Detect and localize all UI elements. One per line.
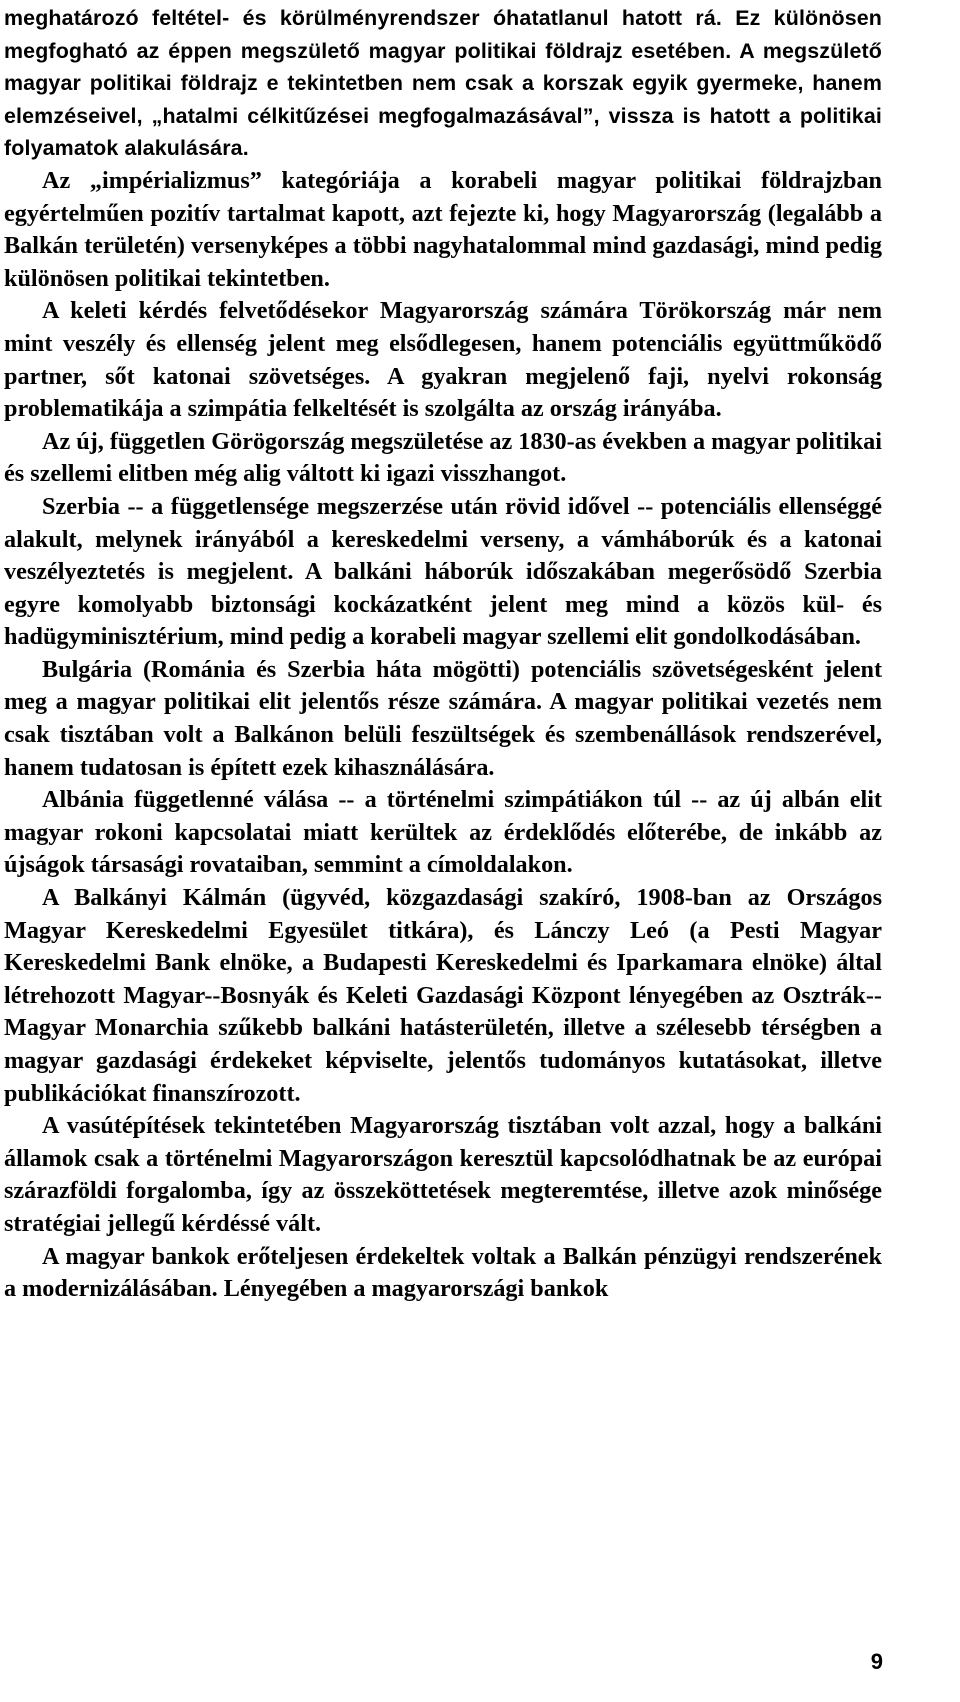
page-number: 9	[870, 1649, 883, 1674]
paragraph-bulgaria: Bulgária (Románia és Szerbia háta mögötti) potenciális szövetségesként jelent meg a magyar politikai elit jelentős része számára. A magyar politikai vezetés nem csak tisztában volt a Balkánon belüli feszültségek és szembenállások rendszerével, hanem tudatosan is épített ezek kihasználására.	[4, 655, 882, 781]
paragraph-railways: A vasútépítések tekintetében Magyarország tisztában volt azzal, hogy a balkáni államok csak a történelmi Magyarországon keresztül kapcsolódhatnak be az európai szárazföldi forgalomba, így az összeköttetések megteremtése, illetve azok minősége stratégiai jellegű kérdéssé vált.	[4, 1112, 882, 1237]
paragraph-imperialism: Az „impérializmus” kategóriája a korabeli magyar politikai földrajzban egyértelműen pozitív tartalmat kapott, azt fejezte ki, hogy Magyarország (legalább a Balkán területén) versenyképes a többi nagyhatalommal mind gazdasági, mind pedig különösen politikai tekintetben.	[4, 166, 882, 292]
paragraph-eastern-question: A keleti kérdés felvetődésekor Magyarország számára Törökország már nem mint veszély és ellenség jelent meg elsődlegesen, hanem potenciális együttműködő partner, sőt katonai szövetséges. A gyakran megjelenő faji, nyelvi rokonság problematikája a szimpátia felkeltését is szolgálta az ország irányába.	[4, 297, 882, 423]
intro-paragraph: meghatározó feltétel- és körülményrendszer óhatatlanul hatott rá. Ez különösen megfogható az éppen megszülető magyar politikai földrajz esetében. A megszülető magyar politikai földrajz e tekintetben nem csak a korszak egyik gyermeke, hanem elemzéseivel, „hatalmi célkitűzései megfogalmazásával”, vissza is hatott a politikai folyamatok alakulására.	[4, 6, 882, 161]
document-body	[4, 2, 882, 1306]
paragraph-greece: Az új, független Görögország megszületése az 1830-as években a magyar politikai és szellemi elitben még alig váltott ki igazi visszhangot.	[4, 427, 882, 488]
paragraph-albania: Albánia függetlenné válása -- a történelmi szimpátiákon túl -- az új albán elit magyar rokoni kapcsolatai miatt kerültek az érdeklődés előterébe, de inkább az újságok társasági rovataiban, semmint a címoldalakon.	[4, 786, 882, 879]
paragraph-economic-center: A Balkányi Kálmán (ügyvéd, közgazdasági szakíró, 1908-ban az Országos Magyar Kereskedelmi Egyesület titkára), és Lánczy Leó (a Pesti Magyar Kereskedelmi Bank elnöke, a Budapesti Kereskedelmi és Iparkamara elnöke) által létrehozott Magyar--Bosnyák és Keleti Gazdasági Központ lényegében az Osztrák--Magyar Monarchia szűkebb balkáni hatásterületén, illetve a szélesebb térségben a magyar gazdasági érdekeket képviselte, jelentős tudományos kutatásokat, illetve publikációkat finanszírozott.	[4, 884, 882, 1107]
paragraph-serbia: Szerbia -- a függetlensége megszerzése után rövid idővel -- potenciális ellenséggé alakult, melynek irányából a kereskedelmi verseny, a vámháborúk és a katonai veszélyeztetés is megjelent. A balkáni háborúk időszakában megerősödő Szerbia egyre komolyabb biztonsági kockázatként jelent meg mind a közös kül- és hadügyminisztérium, mind pedig a korabeli magyar szellemi elit gondolkodásában.	[4, 492, 882, 651]
paragraph-banks: A magyar bankok erőteljesen érdekeltek voltak a Balkán pénzügyi rendszerének a modernizálásában. Lényegében a magyarországi bankok	[4, 1242, 882, 1303]
